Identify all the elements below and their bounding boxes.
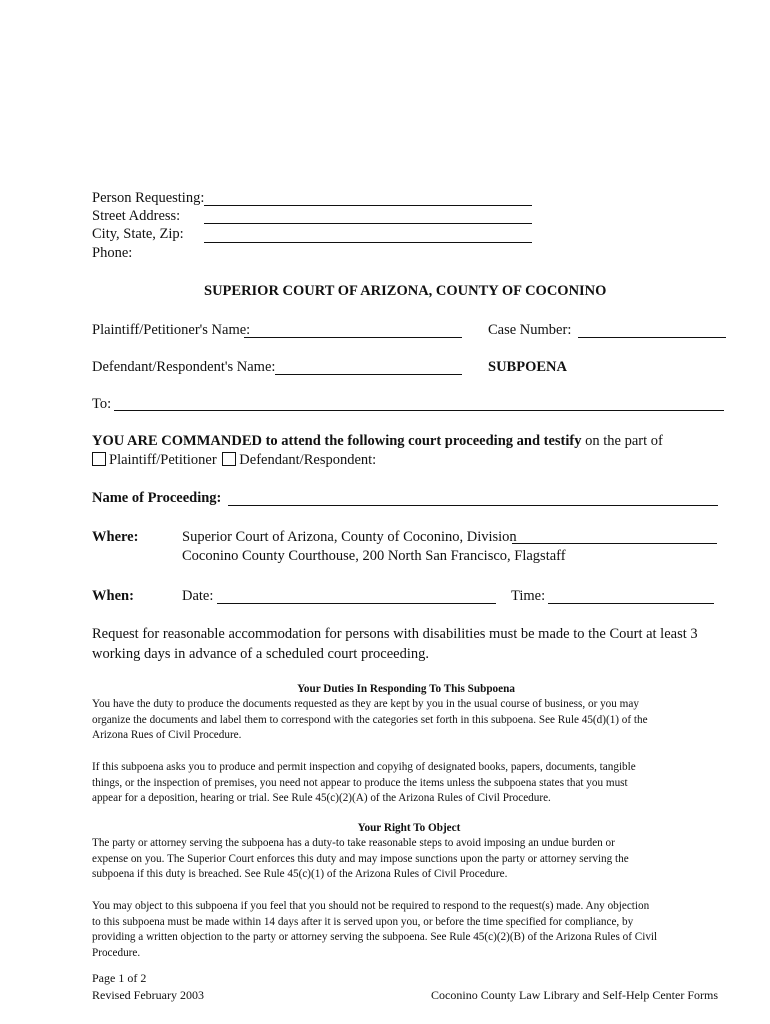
where-label: Where: [92, 529, 139, 545]
document-type: SUBPOENA [488, 359, 567, 375]
when-label: When: [92, 588, 134, 604]
date-label: Date: [182, 588, 214, 604]
plaintiff-checkbox[interactable] [92, 452, 106, 466]
phone-label: Phone: [92, 245, 133, 261]
time-field[interactable] [548, 603, 714, 604]
object-p1-line: subpoena if this duty is breached. See Rule 45(c)(1) of the Arizona Rules of Civil Procedure. [92, 868, 508, 881]
object-p1-line: expense on you. The Superior Court enforces this duty and may impose sunctions upon the party or attorney serving the [92, 852, 629, 865]
city-state-zip-label: City, State, Zip: [92, 226, 184, 242]
revised-date: Revised February 2003 [92, 988, 204, 1002]
duties-p1-line: Arizona Rues of Civil Procedure. [92, 729, 242, 742]
plaintiff-option-label: Plaintiff/Petitioner [109, 452, 217, 468]
object-paragraph-2 [92, 899, 732, 962]
city-state-zip-field[interactable] [204, 242, 532, 243]
page-number: Page 1 of 2 [92, 971, 147, 985]
object-p2-line: providing a written objection to the party or attorney serving the subpoena. See Rule 45(c)(2)(B) of the Arizona Rules of Civil [92, 931, 658, 944]
proceeding-field[interactable] [228, 505, 718, 506]
duties-p2-line: If this subpoena asks you to produce and permit inspection and copyihg of designated books, papers, documents, tangible [92, 761, 636, 773]
accommodation-line1: Request for reasonable accommodation for persons with disabilities must be made to the Court at least 3 [92, 626, 698, 642]
defendant-label: Defendant/Respondent's Name: [92, 359, 276, 375]
defendant-option-label: Defendant/Respondent: [239, 452, 377, 468]
object-p2-line: to this subpoena must be made within 14 days after it is served upon you, or before the time specified for compliance, by [92, 915, 634, 928]
command-normal: on the part of [581, 433, 663, 449]
duties-p1-line: organize the documents and label them to correspond with the categories set forth in this subpoena. See Rule 45(d)(1) of the [92, 713, 648, 726]
proceeding-label: Name of Proceeding: [92, 490, 222, 506]
time-label: Time: [511, 588, 546, 604]
duties-heading: Your Duties In Responding To This Subpoena [297, 683, 515, 695]
plaintiff-field[interactable] [244, 337, 462, 338]
party-options [92, 452, 376, 469]
duties-p2-line: appear for a deposition, hearing or trial. See Rule 45(c)(2)(A) of the Arizona Rules of Civil Procedure. [92, 792, 551, 805]
accommodation-line2: working days in advance of a scheduled court proceeding. [92, 646, 430, 662]
court-title: SUPERIOR COURT OF ARIZONA, COUNTY OF COCONINO [204, 283, 607, 299]
defendant-checkbox[interactable] [222, 452, 236, 466]
command-sentence [92, 433, 663, 450]
to-label: To: [92, 396, 112, 412]
where-line2: Coconino County Courthouse, 200 North San Francisco, Flagstaff [182, 548, 566, 564]
street-address-field[interactable] [204, 223, 532, 224]
object-p2-line: Procedure. [92, 947, 141, 960]
to-field[interactable] [114, 410, 724, 411]
defendant-field[interactable] [275, 374, 462, 375]
division-field[interactable] [512, 543, 717, 544]
duties-paragraph-2 [92, 760, 732, 807]
duties-p1-line: You have the duty to produce the documents requested as they are kept by you in the usual course of business, or you may [92, 698, 639, 710]
case-number-field[interactable] [578, 337, 726, 338]
street-address-label: Street Address: [92, 208, 181, 224]
object-p1-line: The party or attorney serving the subpoena has a duty-to take reasonable steps to avoid imposing an undue burden or [92, 837, 615, 849]
person-requesting-label: Person Requesting: [92, 190, 205, 206]
plaintiff-label: Plaintiff/Petitioner's Name: [92, 322, 251, 338]
object-paragraph-1 [92, 836, 732, 883]
date-field[interactable] [217, 603, 496, 604]
object-heading: Your Right To Object [357, 822, 461, 834]
where-line1: Superior Court of Arizona, County of Coconino, Division [182, 529, 517, 545]
object-p2-line: You may object to this subpoena if you feel that you should not be required to respond to the request(s) made. Any objection [92, 900, 650, 912]
duties-p2-line: things, or the inspection of premises, you need not appear to produce the items unless the subpoena states that you must [92, 776, 628, 789]
person-requesting-field[interactable] [204, 205, 532, 206]
case-number-label: Case Number: [488, 322, 572, 338]
duties-paragraph-1 [92, 697, 732, 744]
footer-library: Coconino County Law Library and Self-Help Center Forms [431, 988, 718, 1002]
command-bold: YOU ARE COMMANDED to attend the following court proceeding and testify [92, 433, 582, 449]
